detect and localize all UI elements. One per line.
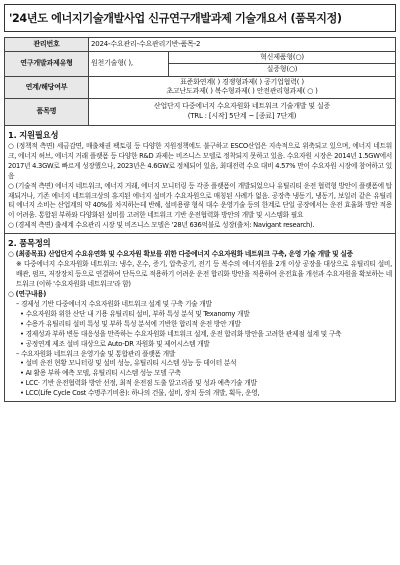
project-type-option-1: 혁신제품형(○) — [169, 52, 395, 64]
link-line-1: 표준화연계( ) 경쟁형과제( ) 공기업협력( ) — [180, 77, 304, 86]
list-item: • 수요자원화 위한 산단 내 기용 유틸리티 설비, 부하 특성 분석 및 Texanomy 개발 — [20, 309, 250, 318]
subtopic-network-design: – 경제성 기반 다중에너지 수요자원화 네트워크 설계 및 구축 기술 개발 — [16, 299, 212, 308]
network-definition-note: ※ 다중에너지 수요자원화 네트워크: 냉수, 온수, 증기, 압축공기, 전기 등 복수의 에너지원을 2개 이상 공장을 대상으로 유틸리티 설비, 배관, 펌프, 저장장치 등으로 연결하여 단독으로 적용하기 어려운 운전 합리화 방안을 적용하여 운전효율 개선과 수요자원을 확보하는 네트워크 (이하 '수요자원화 네트워크'라 함) — [16, 260, 392, 289]
mgmt-number-value: 2024-수요관리-수요관리기반-품목-2 — [89, 38, 396, 52]
item-definition-heading: 2. 품목정의 — [8, 238, 51, 249]
technical-aspect-paragraph: ○ (기술적 측면) 에너지 네트워크, 에너지 거래, 에너지 모니터링 등 각종 플랫폼이 개발되었으나 유틸리티 운전 협력형 방안이 플랫폼에 탑재되거나, 기존 에너지 네트워크상의 휴지된 에너지 설비가 수요자원으로 매칭된 사례가 없음. 공장측 냉동기, 냉동기, 보일러 같은 유틸리티 에너지 소비는 산업계의 약 40%를 차지하는데 반해, 설비용량 형식 대수 운영기술 등의 한계로 단일 공장에서는 운전 효율화 방안 적용이 어려움. 통합된 부하와 다양화된 설비를 고려한 네트워크 기반 운전협력화 방안의 개발 및 시스템화 필요 — [8, 181, 392, 220]
list-item: • AI 활용 부하 예측 모델, 유틸리티 시스템 성능 모델 구축 — [20, 369, 181, 378]
support-necessity-section — [4, 126, 396, 234]
link-line-2: 초고난도과제( ) 복수형과제( ) 안전관리형과제( ○ ) — [166, 87, 318, 96]
project-type-label: 연구개발과제유형 — [5, 52, 89, 77]
subtopic-platform: – 수요자원화 네트워크 운영기술 및 통합관리 플랫폼 개발 — [16, 349, 176, 358]
project-type-option-2: 실증형(○) — [266, 65, 298, 74]
support-necessity-heading: 1. 지원필요성 — [8, 129, 59, 140]
project-type-main: 원천기술형( ), — [89, 52, 169, 77]
policy-aspect-paragraph: ○ (정책적 측면) 세금감면, 매출채권 팩토링 등 다양한 지원정책에도 불구하고 ESCO산업은 지속적으로 위축되고 있으며, 에너지 네트워크, 에너지 허브, 에너지 거래 플랫폼 등 다양한 R&D 과제는 비즈니스 모델로 정착되지 못하고 있음. 수요자원 시장은 2014년 1.5GW에서 2017년 4.3GW로 빠르게 성장했으나, 2023년은 4.6GW로 정체되어 있음, 최대전력 수요 대비 4.57% 만이 수요자원 시장에 참여하고 있음 — [8, 142, 392, 180]
item-definition-section — [4, 234, 396, 402]
list-item: • 경제성과 부하 변동 대응성을 만족하는 수요자원화 네트워크 설계, 운전 합리화 방안을 고려한 관제점 설계 및 구축 — [20, 329, 342, 338]
document-title: '24년도 에너지기술개발사업 신규연구개발과제 기술개요서 (품목지정) — [4, 4, 396, 32]
link-label: 연계/해당여부 — [5, 76, 89, 98]
mgmt-number-label: 관리번호 — [5, 38, 89, 52]
item-name-line-2: (TRL : [시작] 5단계 ~ [종료] 7단계) — [187, 111, 297, 120]
list-item: • LCC· 기반 운전협력화 방안 선정, 최적 운전점 도출 알고리즘 및 성과 예측기술 개발 — [20, 379, 257, 388]
item-name-label: 품목명 — [5, 98, 89, 125]
document-page — [4, 0, 396, 402]
final-goal-paragraph: ○ (최종목표) 산업단지 수요유연화 및 수요자원 확보를 위한 다중에너지 수요자원화 네트워크 구축, 운영 기술 개발 및 실증 — [8, 250, 353, 259]
item-name-line-1: 산업단지 다중에너지 수요자원화 네트워크 기술개발 및 실증 — [153, 102, 331, 111]
research-content-heading: ○ (연구내용) — [8, 290, 47, 299]
list-item: • 공정연계 제조 설비 대상으로 Auto-DR 자원화 및 제어시스템 개발 — [20, 339, 210, 348]
project-info-table — [4, 37, 396, 126]
list-item: • 설비 운전 현황 모니터링 및 설비 성능, 유틸리티 시스템 성능 등 데이터 분석 — [20, 359, 237, 368]
economic-aspect-paragraph: ○ (경제적 측면) 출세계 수요관리 시장 및 비즈니스 모델은 '28년 636억불로 성장(출처: Navigant research). — [8, 221, 315, 230]
list-item: • 수용가 유틸리티 설비 특성 및 부하 특성 분석에 기반한 합리적 운전 방안 개발 — [20, 319, 241, 328]
list-item: • LCC(Life Cycle Cost 수명주기비용): 하나의 건물, 설비, 장치 등의 개발, 획득, 운영, — [20, 389, 260, 398]
